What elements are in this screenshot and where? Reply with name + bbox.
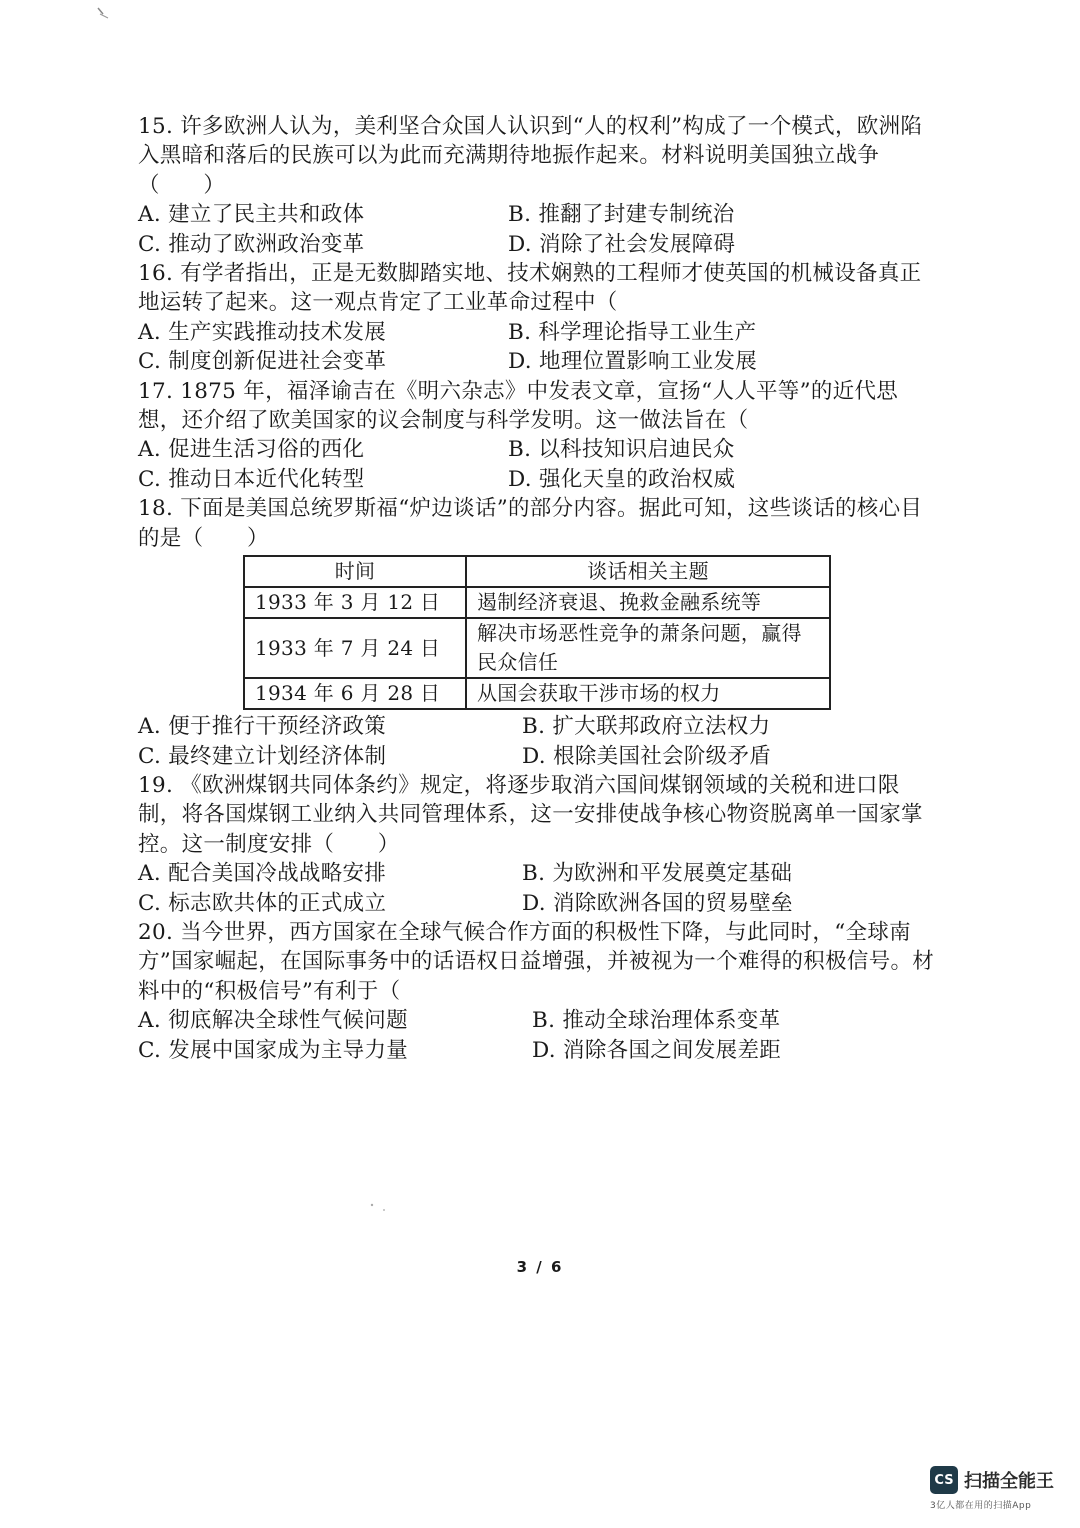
option-a: A. 建立了民主共和政体 — [138, 202, 365, 228]
option-b: B. 推翻了封建专制统治 — [508, 202, 735, 228]
question-15 — [138, 112, 938, 259]
option-d: D. 消除各国之间发展差距 — [532, 1037, 782, 1063]
table-cell-date: 1934 年 6 月 28 日 — [244, 678, 466, 709]
table-row — [244, 618, 830, 678]
option-d: D. 地理位置影响工业发展 — [508, 349, 758, 375]
questions-content — [138, 112, 938, 1065]
option-d: D. 强化天皇的政治权威 — [508, 466, 736, 492]
question-18 — [138, 494, 938, 771]
option-c: C. 标志欧共体的正式成立 — [138, 890, 387, 916]
option-a: A. 促进生活习俗的西化 — [138, 437, 365, 463]
camscanner-logo-icon: CS — [930, 1466, 958, 1494]
question-stem: 20. 当今世界，西方国家在全球气候合作方面的积极性下降，与此同时，“全球南方”国家崛起，在国际事务中的话语权日益增强，并被视为一个难得的积极信号。材料中的“积极信号”有利于（ — [138, 919, 935, 1004]
option-b: B. 科学理论指导工业生产 — [508, 319, 757, 345]
watermark-tagline: 3亿人都在用的扫描App — [930, 1501, 1032, 1511]
question-stem: 18. 下面是美国总统罗斯福“炉边谈话”的部分内容。据此可知，这些谈话的核心目的是（ ） — [138, 496, 923, 551]
option-d: D. 根除美国社会阶级矛盾 — [522, 743, 772, 769]
option-c: C. 制度创新促进社会变革 — [138, 349, 387, 375]
question-stem: 16. 有学者指出，正是无数脚踏实地、技术娴熟的工程师才使英国的机械设备真正地运转了起来。这一观点肯定了工业革命过程中（ — [138, 261, 922, 316]
table-header-topic: 谈话相关主题 — [466, 556, 830, 587]
table-header-row — [244, 556, 830, 587]
watermark-app-name: 扫描全能王 — [964, 1471, 1054, 1492]
option-c: C. 最终建立计划经济体制 — [138, 743, 387, 769]
option-d: D. 消除了社会发展障碍 — [508, 231, 736, 257]
option-b: B. 为欧洲和平发展奠定基础 — [522, 861, 793, 887]
table-cell-date: 1933 年 7 月 24 日 — [244, 618, 466, 678]
question-stem: 17. 1875 年，福泽谕吉在《明六杂志》中发表文章，宣扬“人人平等”的近代思想，还介绍了欧美国家的议会制度与科学发明。这一做法旨在（ — [138, 378, 899, 434]
table-cell-topic: 从国会获取干涉市场的权力 — [466, 678, 830, 709]
question-20 — [138, 918, 938, 1065]
table-row — [244, 587, 830, 618]
table-row — [244, 678, 830, 709]
option-c: C. 发展中国家成为主导力量 — [138, 1037, 409, 1063]
fireside-chat-table — [243, 555, 831, 710]
option-b: B. 以科技知识启迪民众 — [508, 437, 735, 463]
scanner-watermark — [930, 1466, 1070, 1512]
question-17 — [138, 377, 938, 495]
option-b: B. 扩大联邦政府立法权力 — [522, 714, 771, 740]
question-16 — [138, 259, 938, 377]
table-cell-date: 1933 年 3 月 12 日 — [244, 587, 466, 618]
option-c: C. 推动日本近代化转型 — [138, 466, 365, 492]
option-a: A. 彻底解决全球性气候问题 — [138, 1008, 408, 1034]
page-number: 3 / 6 — [516, 1258, 564, 1276]
option-d: D. 消除欧洲各国的贸易壁垒 — [522, 890, 793, 916]
table-cell-topic: 解决市场恶性竞争的萧条问题，赢得民众信任 — [466, 618, 830, 678]
option-a: A. 便于推行干预经济政策 — [138, 714, 387, 740]
option-c: C. 推动了欧洲政治变革 — [138, 231, 365, 257]
option-a: A. 生产实践推动技术发展 — [138, 319, 387, 345]
option-a: A. 配合美国冷战战略安排 — [138, 861, 387, 887]
question-stem: 19. 《欧洲煤钢共同体条约》规定，将逐步取消六国间煤钢领域的关税和进口限制，将各国煤钢工业纳入共同管理体系，这一安排使战争核心物资脱离单一国家掌控。这一制度安排（ ） — [138, 772, 923, 857]
table-header-time: 时间 — [244, 556, 466, 587]
option-b: B. 推动全球治理体系变革 — [532, 1008, 781, 1034]
question-stem: 15. 许多欧洲人认为，美利坚合众国人认识到“人的权利”构成了一个模式，欧洲陷入黑暗和落后的民族可以为此而充满期待地振作起来。材料说明美国独立战争（ ） — [138, 114, 923, 198]
table-cell-topic: 遏制经济衰退、挽救金融系统等 — [466, 587, 830, 618]
question-19 — [138, 771, 938, 918]
